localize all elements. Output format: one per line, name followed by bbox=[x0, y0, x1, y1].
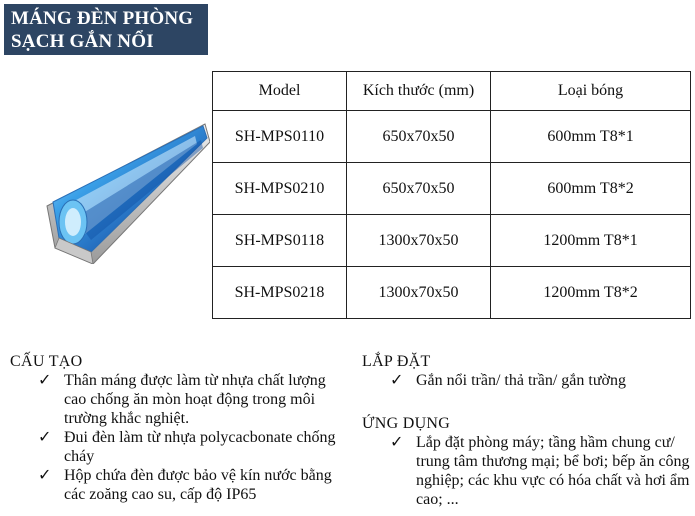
application-section bbox=[362, 414, 694, 509]
structure-section bbox=[10, 352, 340, 504]
table-row bbox=[213, 267, 691, 319]
check-icon: ✓ bbox=[38, 467, 52, 484]
list-item bbox=[10, 428, 340, 466]
page-title bbox=[4, 4, 208, 55]
list-item-text: Đui đèn làm từ nhựa polycacbonate chống cháy bbox=[64, 429, 336, 465]
cell-model: SH-MPS0218 bbox=[213, 267, 347, 319]
cell-lamp-type: 600mm T8*2 bbox=[491, 163, 691, 215]
list-item-text: Gắn nổi trần/ thả trần/ gắn tường bbox=[416, 372, 626, 389]
check-icon: ✓ bbox=[38, 372, 52, 389]
cell-size: 650x70x50 bbox=[347, 163, 491, 215]
cell-size: 1300x70x50 bbox=[347, 267, 491, 319]
list-item-text: Hộp chứa đèn được bảo vệ kín nước bằng các zoăng cao su, cấp độ IP65 bbox=[64, 467, 332, 503]
cell-size: 650x70x50 bbox=[347, 111, 491, 163]
list-item bbox=[362, 433, 694, 509]
header-lamp-type: Loại bóng bbox=[491, 72, 691, 111]
installation-heading: LẮP ĐẶT bbox=[362, 353, 431, 370]
check-icon: ✓ bbox=[38, 429, 52, 446]
table-row bbox=[213, 111, 691, 163]
spec-table bbox=[212, 71, 691, 319]
installation-section bbox=[362, 352, 692, 390]
check-icon: ✓ bbox=[390, 372, 404, 389]
list-item bbox=[10, 466, 340, 504]
table-row bbox=[213, 215, 691, 267]
product-image bbox=[45, 122, 210, 264]
structure-heading: CẤU TẠO bbox=[10, 353, 83, 370]
cell-lamp-type: 1200mm T8*1 bbox=[491, 215, 691, 267]
title-line-1: MÁNG ĐÈN PHÒNG bbox=[11, 8, 194, 29]
cell-model: SH-MPS0110 bbox=[213, 111, 347, 163]
header-model: Model bbox=[213, 72, 347, 111]
table-row bbox=[213, 163, 691, 215]
application-heading: ỨNG DỤNG bbox=[362, 415, 451, 432]
cell-lamp-type: 1200mm T8*2 bbox=[491, 267, 691, 319]
cell-model: SH-MPS0118 bbox=[213, 215, 347, 267]
list-item bbox=[362, 371, 692, 390]
cell-size: 1300x70x50 bbox=[347, 215, 491, 267]
list-item-text: Thân máng được làm từ nhựa chất lượng cao chống ăn mòn hoạt động trong môi trường khắc nghiệt. bbox=[64, 372, 326, 427]
check-icon: ✓ bbox=[390, 434, 404, 451]
title-line-2: SẠCH GẮN NỔI bbox=[11, 31, 154, 52]
header-size: Kích thước (mm) bbox=[347, 72, 491, 111]
list-item bbox=[10, 371, 340, 428]
table-header-row bbox=[213, 72, 691, 111]
cell-lamp-type: 600mm T8*1 bbox=[491, 111, 691, 163]
list-item-text: Lắp đặt phòng máy; tầng hầm chung cư/ trung tâm thương mại; bể bơi; bếp ăn công nghiệp; các khu vực có hóa chất và hơi ẩm cao; ... bbox=[416, 434, 690, 508]
cell-model: SH-MPS0210 bbox=[213, 163, 347, 215]
